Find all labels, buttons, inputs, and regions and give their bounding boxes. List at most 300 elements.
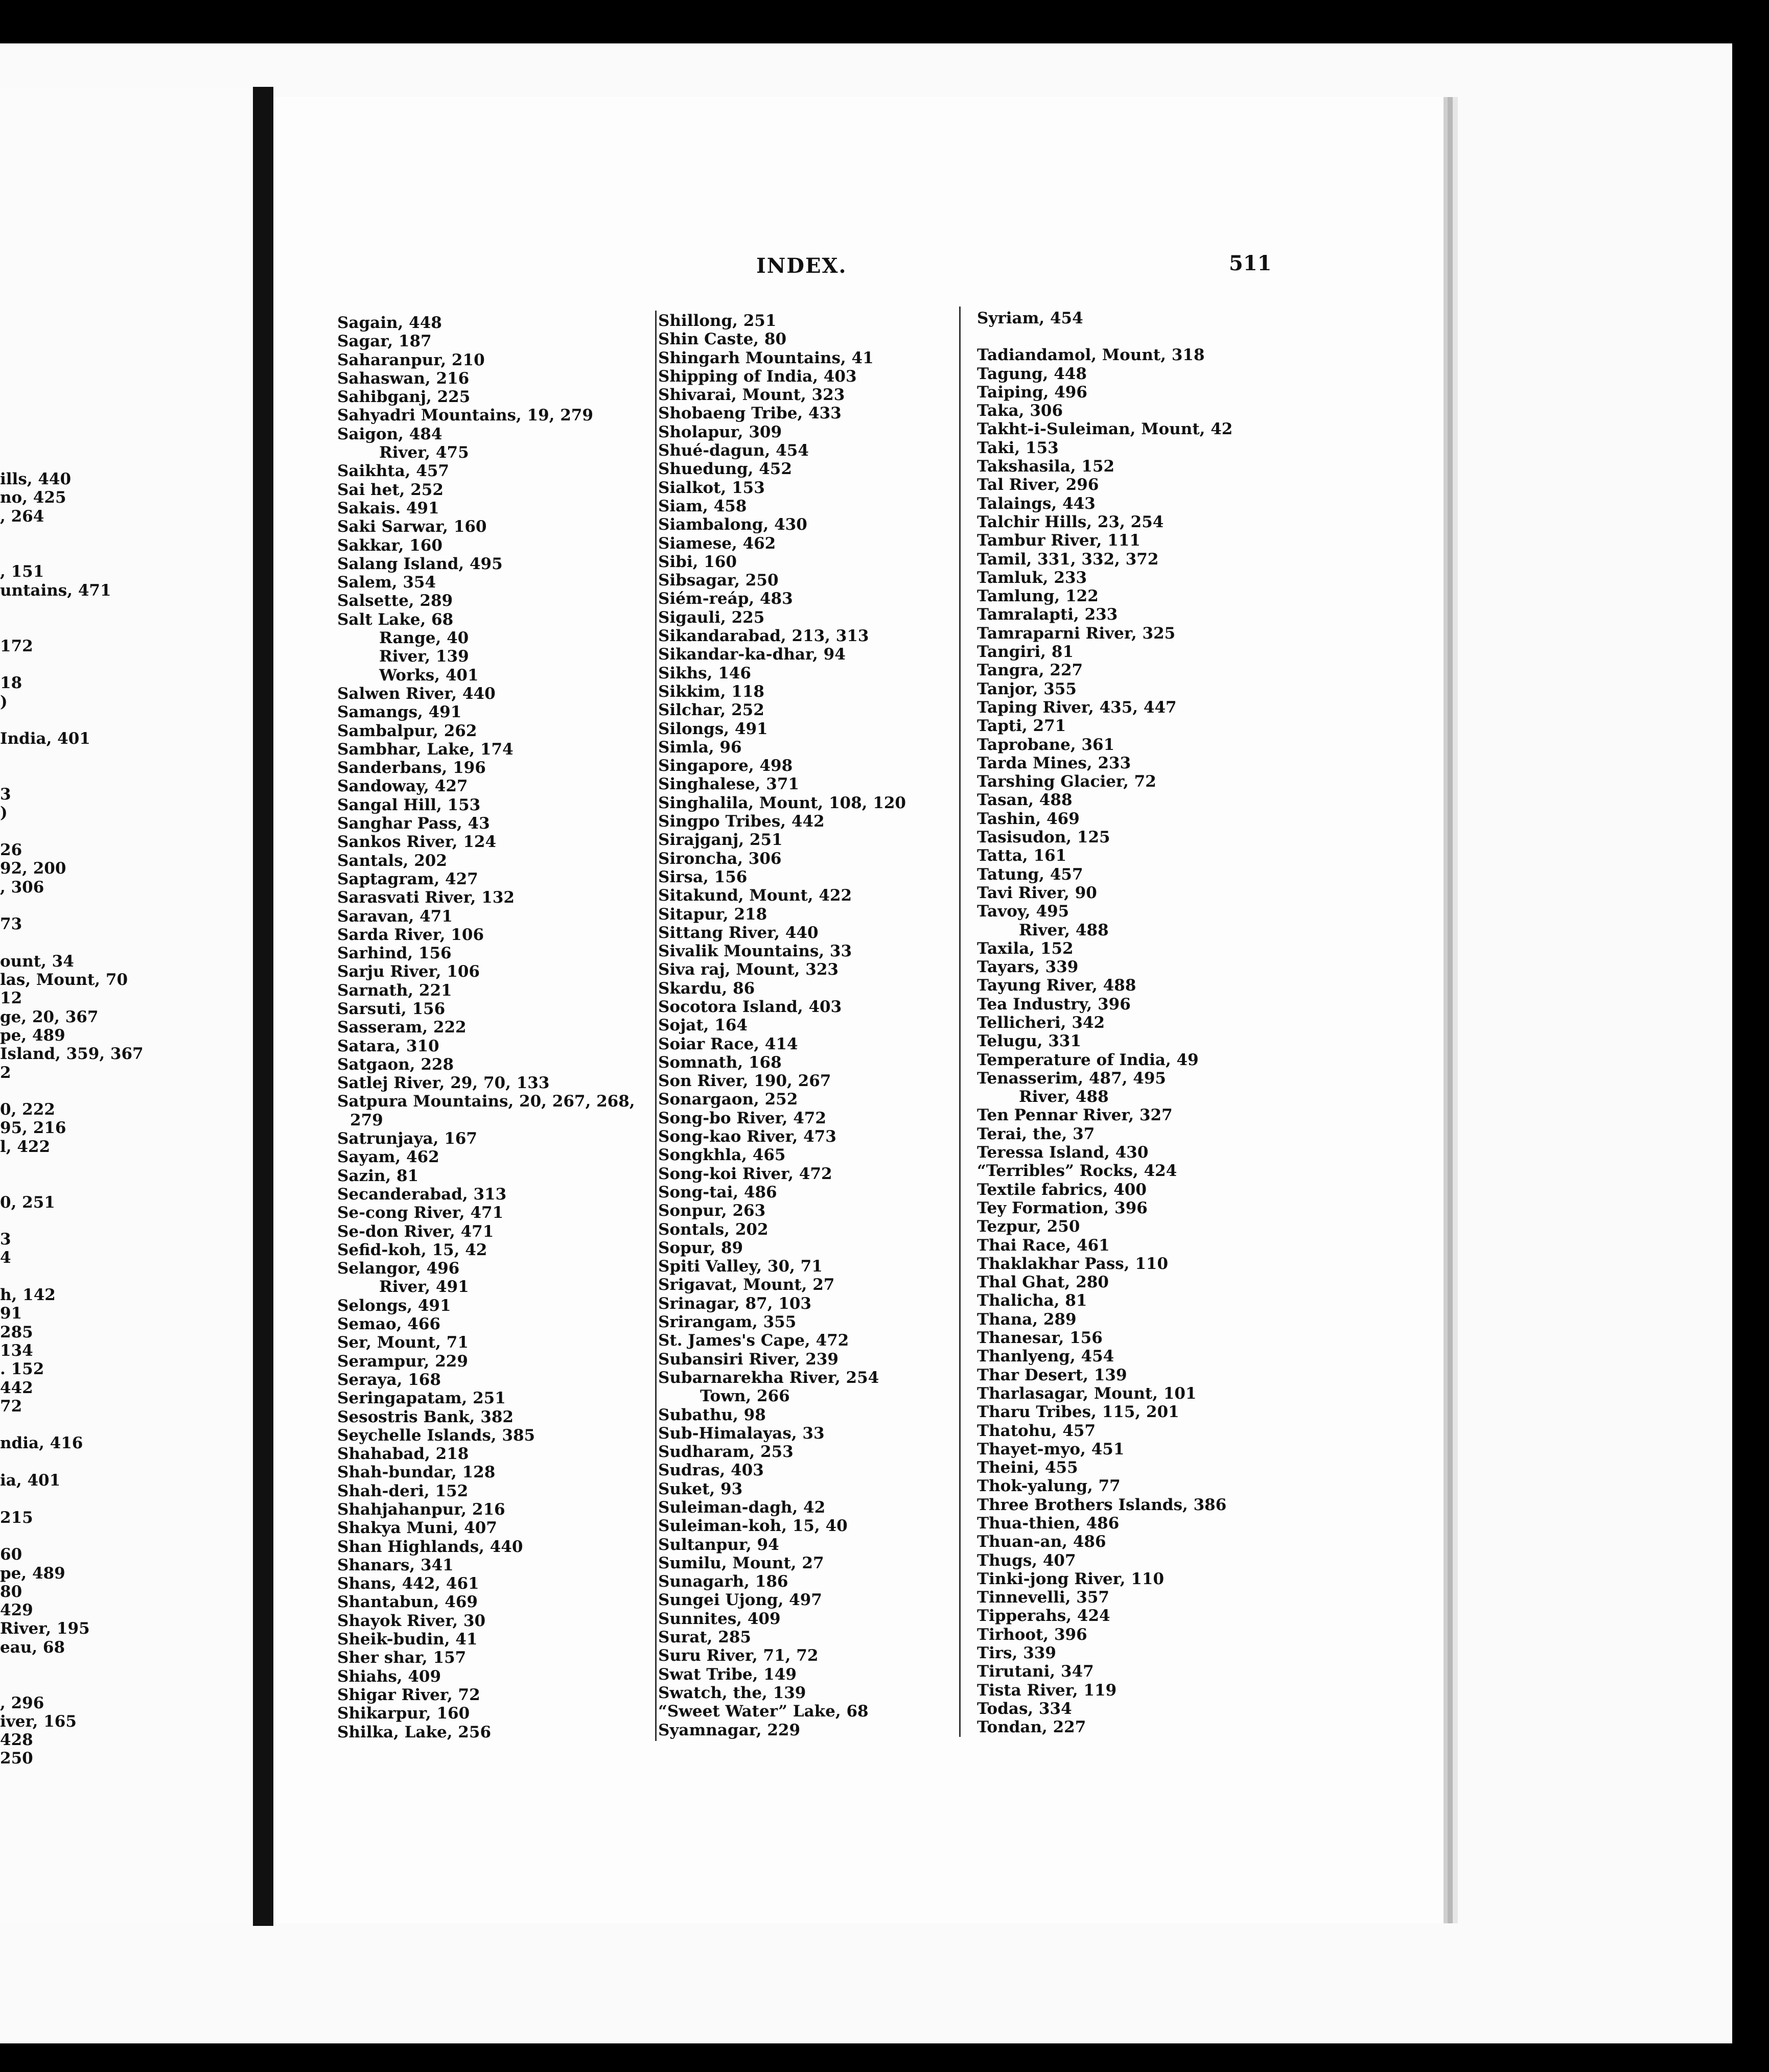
index-entry: Song-bo River, 472 [658,1109,826,1127]
index-entry: Siamese, 462 [658,534,776,553]
facing-page-fragment: 0, 222 [0,1100,55,1119]
index-entry: Sarnath, 221 [337,981,452,1000]
index-entry: Song-tai, 486 [658,1183,777,1202]
index-letter-gap [977,327,1232,346]
index-entry: Saravan, 471 [337,907,453,926]
index-entry: Taping River, 435, 447 [977,698,1177,717]
index-entry: Sesostris Bank, 382 [337,1407,514,1426]
facing-page-fragment [0,1082,144,1100]
index-entry: Tanjor, 355 [977,679,1077,698]
index-entry: Shuedung, 452 [658,460,792,479]
index-entry: Tayung River, 488 [977,976,1136,995]
index-entry: Thua-thien, 486 [977,1514,1120,1533]
index-entry: Sontals, 202 [658,1220,769,1239]
index-entry: Sigauli, 225 [658,608,765,627]
index-entry: Sitakund, Mount, 422 [658,886,852,905]
facing-page-fragment: 0, 251 [0,1193,55,1212]
facing-page-fragment: 72 [0,1397,22,1416]
index-entry: Syamnagar, 229 [658,1721,801,1739]
index-entry: Sirajganj, 251 [658,831,783,850]
index-entry: Sarhind, 156 [337,944,452,963]
index-entry: Selongs, 491 [337,1296,451,1315]
index-entry: Somnath, 168 [658,1053,782,1072]
index-entry: Sakkar, 160 [337,536,443,555]
facing-page-fragment [0,526,144,544]
index-entry: Suru River, 71, 72 [658,1646,819,1665]
index-entry: River, 488 [1019,921,1109,939]
index-entry: Sambalpur, 262 [337,721,477,740]
facing-page-fragment [0,1675,144,1693]
index-entry: Shanars, 341 [337,1556,454,1574]
index-entry: Sheik-budin, 41 [337,1630,478,1649]
index-entry: Srinagar, 87, 103 [658,1294,811,1313]
index-entry: Thaklakhar Pass, 110 [977,1254,1169,1273]
index-entry: Seringapatam, 251 [337,1389,506,1408]
index-entry: Tezpur, 250 [977,1217,1080,1236]
index-entry: Serampur, 229 [337,1352,468,1371]
index-entry: Shiahs, 409 [337,1667,441,1686]
page-title: INDEX. [756,254,847,278]
index-entry: Tatta, 161 [977,846,1067,865]
index-entry: Seychelle Islands, 385 [337,1426,536,1445]
index-entry: Sultanpur, 94 [658,1535,779,1554]
index-entry: Tagung, 448 [977,364,1087,383]
facing-page-fragment [0,822,144,841]
index-entry: Salem, 354 [337,573,436,592]
index-entry: Shué-dagun, 454 [658,441,809,460]
index-entry: Sayam, 462 [337,1148,439,1167]
index-entry: Sarju River, 106 [337,962,480,981]
facing-page-fragment [0,1416,144,1434]
index-entry: Tarda Mines, 233 [977,754,1131,772]
index-entry: Sangal Hill, 153 [337,795,481,814]
facing-page-fragment: 3 [0,1230,11,1249]
index-entry: Sarsuti, 156 [337,999,446,1018]
index-entry: Shilka, Lake, 256 [337,1723,492,1741]
facing-page-fragment: 215 [0,1508,33,1527]
index-entry: Sarda River, 106 [337,925,484,944]
index-entry: Salsette, 289 [337,592,453,610]
index-entry: 279 [350,1111,383,1129]
book-spine [253,87,273,1926]
index-entry: Sibi, 160 [658,552,737,571]
index-entry: Thana, 289 [977,1310,1077,1329]
facing-page-fragment [0,1490,144,1508]
column-divider [959,307,961,1737]
index-entry: Tinki-jong River, 110 [977,1569,1165,1588]
index-entry: Tavoy, 495 [977,902,1069,921]
facing-page-fragment [0,1212,144,1230]
index-entry: Singpo Tribes, 442 [658,812,825,831]
facing-page-fragment [0,1156,144,1174]
index-entry: Santals, 202 [337,851,447,870]
facing-page-fragment: l, 422 [0,1137,51,1156]
index-entry: Shipping of India, 403 [658,367,857,386]
index-entry: Sojat, 164 [658,1016,748,1035]
index-entry: Subansiri River, 239 [658,1350,839,1369]
index-entry: Samangs, 491 [337,703,462,722]
facing-page-fragment: River, 195 [0,1619,90,1638]
facing-page-fragment: 91 [0,1304,22,1323]
index-entry: Tadiandamol, Mount, 318 [977,346,1205,365]
index-entry: Songkhla, 465 [658,1146,786,1165]
index-entry: Thatohu, 457 [977,1421,1096,1440]
left-page-fragments [0,470,144,1768]
facing-page-fragment: pe, 489 [0,1026,65,1045]
index-entry: Shivarai, Mount, 323 [658,386,845,405]
index-entry: Satlej River, 29, 70, 133 [337,1074,550,1093]
index-entry: Tavi River, 90 [977,883,1097,902]
index-entry: Range, 40 [379,629,469,648]
index-entry: Se-don River, 471 [337,1222,494,1241]
index-column-left [337,314,635,1741]
index-entry: Teressa Island, 430 [977,1143,1149,1162]
index-entry: Syriam, 454 [977,309,1083,327]
index-entry: Selangor, 496 [337,1259,460,1278]
facing-page-fragment: India, 401 [0,729,90,748]
facing-page-fragment: 172 [0,637,33,655]
index-entry: Saptagram, 427 [337,869,478,888]
index-entry: Sanderbans, 196 [337,759,486,778]
index-entry: Tipperahs, 424 [977,1607,1110,1626]
index-entry: Shayok River, 30 [337,1611,486,1630]
index-entry: Sikandarabad, 213, 313 [658,627,869,646]
index-entry: Tirs, 339 [977,1644,1056,1663]
index-entry: Terai, the, 37 [977,1124,1095,1143]
index-entry: Tamlung, 122 [977,587,1099,606]
index-entry: River, 491 [379,1278,469,1297]
index-entry: Thugs, 407 [977,1551,1076,1570]
facing-page-fragment: , 264 [0,507,44,526]
index-entry: Sikkim, 118 [658,682,764,701]
index-entry: Sitapur, 218 [658,905,767,924]
index-entry: Subathu, 98 [658,1405,766,1424]
facing-page-fragment [0,748,144,766]
index-entry: Taki, 153 [977,438,1059,457]
index-entry: Sungei Ujong, 497 [658,1591,822,1610]
index-entry: Srigavat, Mount, 27 [658,1276,835,1294]
index-entry: Tey Formation, 396 [977,1198,1148,1217]
index-entry: Swat Tribe, 149 [658,1665,797,1684]
index-entry: Tambur River, 111 [977,531,1140,550]
index-entry: Seraya, 168 [337,1370,441,1389]
index-entry: Sopur, 89 [658,1238,743,1257]
index-entry: Tal River, 296 [977,476,1099,495]
facing-page-fragment: ills, 440 [0,470,72,488]
facing-page-fragment: pe, 489 [0,1564,65,1583]
index-entry: Shantabun, 469 [337,1593,478,1612]
index-entry: Sudras, 403 [658,1461,764,1480]
index-entry: Talaings, 443 [977,494,1096,513]
facing-page-fragment: 60 [0,1545,22,1564]
facing-page-fragment [0,1174,144,1193]
facing-page-fragment: eau, 68 [0,1638,65,1657]
index-entry: Tashin, 469 [977,809,1080,828]
facing-page-fragment [0,897,144,915]
index-entry: Simla, 96 [658,738,742,757]
index-entry: Shah-bundar, 128 [337,1463,496,1482]
index-entry: Takht-i-Suleiman, Mount, 42 [977,420,1233,439]
facing-page-fragment: las, Mount, 70 [0,971,128,990]
facing-page-fragment [0,1453,144,1471]
index-entry: River, 488 [1019,1088,1109,1106]
index-entry: Tamralapti, 233 [977,605,1118,624]
index-entry: Tarshing Glacier, 72 [977,772,1156,791]
index-entry: Satpura Mountains, 20, 267, 268, [337,1092,635,1111]
facing-page-fragment: 134 [0,1341,33,1360]
index-entry: Thuan-an, 486 [977,1533,1106,1551]
index-entry: Talchir Hills, 23, 254 [977,512,1164,531]
index-entry: Shah-deri, 152 [337,1481,469,1500]
facing-page-fragment [0,1527,144,1545]
index-entry: Sher shar, 157 [337,1649,467,1667]
index-entry: Ten Pennar River, 327 [977,1106,1173,1125]
facing-page-fragment: , 151 [0,562,44,581]
index-entry: Siém-reáp, 483 [658,590,793,608]
index-entry: Theini, 455 [977,1458,1078,1477]
index-entry: Shin Caste, 80 [658,330,787,349]
facing-page-fragment [0,1657,144,1675]
index-entry: Tasisudon, 125 [977,828,1110,847]
index-entry: Secanderabad, 313 [337,1185,507,1204]
index-entry: Suleiman-koh, 15, 40 [658,1517,848,1536]
index-entry: Sudharam, 253 [658,1443,794,1462]
facing-page-fragment: 18 [0,674,22,693]
index-entry: Spiti Valley, 30, 71 [658,1257,823,1276]
index-entry: Sefid-koh, 15, 42 [337,1240,487,1259]
index-entry: Shakya Muni, 407 [337,1519,497,1538]
index-entry: Tirutani, 347 [977,1662,1094,1681]
index-entry: Shikarpur, 160 [337,1704,470,1723]
index-entry: “Sweet Water” Lake, 68 [658,1702,869,1721]
facing-page-fragment: ndia, 416 [0,1434,83,1453]
index-entry: Sambhar, Lake, 174 [337,740,514,759]
index-entry: Tasan, 488 [977,791,1073,810]
facing-page-fragment: 73 [0,915,22,934]
index-entry: Sittang River, 440 [658,923,819,942]
index-entry: Takshasila, 152 [977,457,1115,476]
index-entry: Tamil, 331, 332, 372 [977,550,1159,569]
index-entry: Singhalese, 371 [658,775,799,794]
index-entry: Tellicheri, 342 [977,1013,1105,1032]
index-entry: Se-cong River, 471 [337,1204,504,1222]
index-entry: Town, 266 [700,1387,790,1406]
index-entry: Sikhs, 146 [658,664,751,682]
index-entry: Satrunjaya, 167 [337,1129,477,1148]
index-entry: Sagar, 187 [337,332,432,351]
index-entry: “Terribles” Rocks, 424 [977,1162,1177,1181]
facing-page-fragment [0,618,144,637]
index-entry: Tayars, 339 [977,958,1079,977]
index-entry: Telugu, 331 [977,1032,1082,1051]
index-entry: Sholapur, 309 [658,422,782,441]
index-entry: Sarasvati River, 132 [337,888,515,907]
index-entry: Siambalong, 430 [658,515,807,534]
index-entry: Shigar River, 72 [337,1685,480,1704]
index-entry: Textile fabrics, 400 [977,1180,1147,1199]
facing-page-fragment [0,600,144,618]
index-entry: Siva raj, Mount, 323 [658,960,839,979]
index-entry: Siam, 458 [658,497,747,515]
index-entry: Sagain, 448 [337,314,442,332]
index-entry: Salt Lake, 68 [337,610,454,629]
index-entry: Taka, 306 [977,402,1063,420]
facing-page-fragment [0,933,144,952]
index-entry: River, 475 [379,443,469,462]
page-number: 511 [1229,251,1272,275]
index-entry: Sialkot, 153 [658,478,765,497]
facing-page-fragment: iver, 165 [0,1712,77,1731]
facing-page-fragment: ount, 34 [0,952,74,971]
facing-page-fragment: 92, 200 [0,859,66,878]
facing-page-fragment [0,1267,144,1286]
index-entry: Sahaswan, 216 [337,369,470,388]
index-entry: Thok-yalung, 77 [977,1477,1121,1496]
index-entry: River, 139 [379,647,469,666]
index-column-right [977,309,1232,1737]
index-entry: Thayet-myo, 451 [977,1440,1125,1458]
index-entry: Thal Ghat, 280 [977,1273,1109,1292]
index-entry: St. James's Cape, 472 [658,1331,849,1350]
index-entry: Suleiman-dagh, 42 [658,1498,826,1517]
index-entry: Son River, 190, 267 [658,1072,831,1091]
index-entry: Sivalik Mountains, 33 [658,942,852,961]
index-entry: Three Brothers Islands, 386 [977,1495,1227,1514]
index-entry: Taiping, 496 [977,383,1087,402]
index-entry: Sonargaon, 252 [658,1090,798,1109]
index-entry: Saharanpur, 210 [337,350,485,369]
index-entry: Sub-Himalayas, 33 [658,1424,825,1443]
index-entry: Salang Island, 495 [337,554,503,573]
index-entry: Sasseram, 222 [337,1018,467,1037]
facing-page-fragment: . 152 [0,1360,44,1379]
facing-page-fragment: 250 [0,1749,33,1768]
facing-page-fragment: ge, 20, 367 [0,1007,99,1026]
index-entry: Satgaon, 228 [337,1055,454,1074]
index-entry: Song-koi River, 472 [658,1164,832,1183]
index-entry: Thai Race, 461 [977,1236,1110,1255]
index-entry: Sanghar Pass, 43 [337,814,490,833]
left-page [0,89,263,1923]
index-entry: Sironcha, 306 [658,849,782,868]
index-entry: Ser, Mount, 71 [337,1333,469,1352]
index-entry: Sankos River, 124 [337,833,497,852]
index-entry: Tea Industry, 396 [977,995,1131,1014]
index-entry: Taxila, 152 [977,939,1074,958]
index-entry: Singapore, 498 [658,757,793,775]
index-entry: Tista River, 119 [977,1681,1117,1700]
index-entry: Sakais. 491 [337,499,439,517]
facing-page-fragment: 3 [0,785,11,804]
index-entry: Tenasserim, 487, 495 [977,1069,1166,1088]
index-entry: Semao, 466 [337,1315,440,1334]
facing-page-fragment: ) [0,692,8,711]
index-entry: Shobaeng Tribe, 433 [658,404,842,423]
facing-page-fragment: 95, 216 [0,1119,66,1138]
index-entry: Shahabad, 218 [337,1445,469,1464]
facing-page-fragment: 2 [0,1063,11,1082]
index-entry: Subarnarekha River, 254 [658,1368,879,1387]
index-entry: Tharu Tribes, 115, 201 [977,1403,1179,1422]
facing-page-fragment [0,711,144,729]
index-entry: Tangra, 227 [977,661,1083,680]
index-entry: Sahyadri Mountains, 19, 279 [337,406,593,425]
index-entry: Shillong, 251 [658,312,777,330]
index-entry: Taprobane, 361 [977,735,1115,754]
index-entry: Sibsagar, 250 [658,571,779,590]
facing-page-fragment [0,655,144,674]
facing-page-fragment: h, 142 [0,1286,56,1305]
facing-page-fragment: 12 [0,989,22,1008]
index-entry: Tatung, 457 [977,865,1083,884]
index-entry: Srirangam, 355 [658,1313,797,1332]
index-entry: Song-kao River, 473 [658,1127,836,1146]
index-entry: Tapti, 271 [977,717,1066,736]
index-entry: Temperature of India, 49 [977,1050,1199,1069]
index-entry: Saigon, 484 [337,425,443,443]
index-entry: Satara, 310 [337,1037,439,1055]
index-entry: Silongs, 491 [658,719,768,738]
facing-page-fragment: 26 [0,840,22,859]
index-entry: Shahjahanpur, 216 [337,1500,505,1519]
index-entry: Singhalila, Mount, 108, 120 [658,793,906,812]
facing-page-fragment: ) [0,804,8,822]
index-entry: Todas, 334 [977,1699,1072,1718]
index-entry: Salwen River, 440 [337,684,496,703]
facing-page-fragment [0,767,144,785]
index-entry: Sandoway, 427 [337,777,468,796]
index-entry: Sirsa, 156 [658,867,748,886]
index-entry: Shingarh Mountains, 41 [658,348,874,367]
facing-page-fragment: , 306 [0,878,44,897]
index-entry: Saki Sarwar, 160 [337,517,487,536]
facing-page-fragment: 429 [0,1601,33,1620]
index-entry: Sunnites, 409 [658,1609,781,1628]
index-entry: Thar Desert, 139 [977,1365,1127,1384]
facing-page-fragment [0,544,144,562]
facing-page-fragment: untains, 471 [0,581,111,600]
index-entry: Swatch, the, 139 [658,1683,806,1702]
index-entry: Tirhoot, 396 [977,1625,1087,1644]
index-entry: Skardu, 86 [658,979,755,998]
facing-page-fragment: ia, 401 [0,1471,61,1490]
facing-page-fragment: 4 [0,1249,11,1267]
index-entry: Tamraparni River, 325 [977,624,1176,643]
index-entry: Works, 401 [379,666,479,685]
index-entry: Thalicha, 81 [977,1291,1087,1310]
index-entry: Thanesar, 156 [977,1329,1103,1348]
index-entry: Sazin, 81 [337,1166,419,1185]
facing-page-fragment: 285 [0,1323,33,1341]
column-divider [655,311,657,1741]
index-entry: Soiar Race, 414 [658,1034,798,1053]
index-entry: Thanlyeng, 454 [977,1347,1114,1366]
facing-page-fragment: 80 [0,1582,22,1601]
index-entry: Tangiri, 81 [977,643,1074,662]
index-entry: Sahibganj, 225 [337,388,471,407]
facing-page-fragment: , 296 [0,1693,44,1712]
index-entry: Silchar, 252 [658,701,764,720]
index-entry: Shans, 442, 461 [337,1574,479,1593]
index-entry: Sumilu, Mount, 27 [658,1553,824,1572]
index-entry: Tinnevelli, 357 [977,1588,1110,1607]
index-entry: Socotora Island, 403 [658,997,842,1016]
index-entry: Sai het, 252 [337,480,444,499]
index-entry: Sonpur, 263 [658,1202,766,1220]
index-entry: Tharlasagar, Mount, 101 [977,1384,1197,1403]
index-column-middle [658,312,906,1739]
facing-page-fragment: 442 [0,1378,33,1397]
